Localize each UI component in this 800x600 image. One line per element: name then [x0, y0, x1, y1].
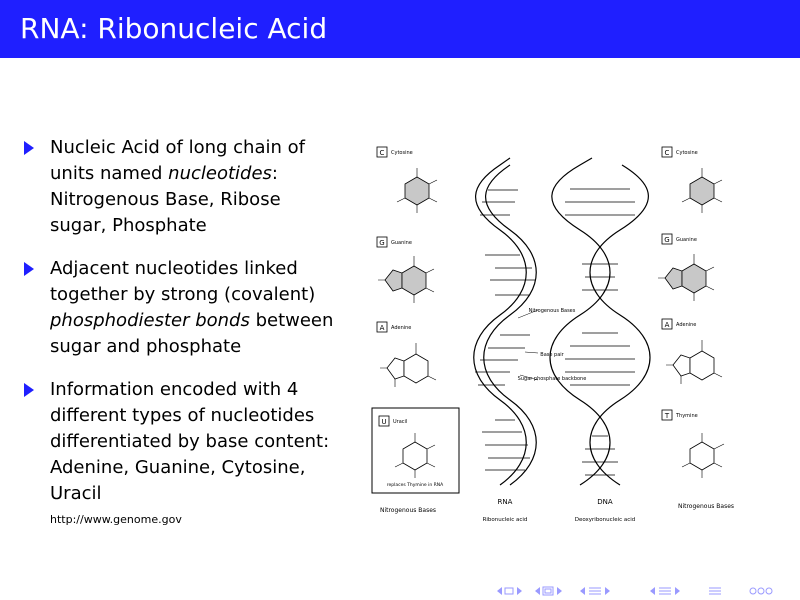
next-frame-icon[interactable]: [517, 587, 522, 595]
bullet-item: [22, 377, 337, 507]
bullet-item: [22, 135, 337, 239]
section-icon: [589, 588, 601, 594]
svg-text:Cytosine: Cytosine: [676, 150, 698, 156]
nitrogenous-bases-label: Nitrogenous Bases: [528, 308, 576, 314]
bullet-triangle-icon: [24, 383, 34, 397]
rna-title: RNA: [497, 498, 513, 506]
svg-text:Thymine: Thymine: [676, 413, 698, 419]
svg-text:A: A: [664, 321, 670, 329]
prev-part-icon[interactable]: [650, 587, 655, 595]
base-pair-label: Base pair: [540, 352, 564, 358]
backbone-label: Sugar phosphate backbone: [517, 376, 587, 382]
right-caption: Nitrogenous Bases: [677, 503, 735, 510]
search-icon[interactable]: [750, 588, 772, 594]
dna-subtitle: Deoxyribonucleic acid: [574, 517, 636, 523]
bullet-text: Nucleic Acid of long chain of units named nucleotides: Nitrogenous Base, Ribose sugar, Phosphate: [50, 137, 305, 236]
svg-text:U: U: [381, 418, 387, 426]
rna-dna-figure: [360, 140, 760, 530]
source-link[interactable]: http://www.genome.gov: [50, 513, 182, 526]
svg-text:T: T: [664, 412, 670, 420]
svg-text:Adenine: Adenine: [676, 322, 697, 328]
svg-text:Guanine: Guanine: [676, 237, 697, 243]
next-part-icon[interactable]: [675, 587, 680, 595]
svg-text:C: C: [379, 149, 385, 157]
left-cytosine: [377, 147, 437, 213]
svg-text:A: A: [379, 324, 385, 332]
svg-text:Uracil: Uracil: [393, 419, 408, 425]
right-cytosine: [662, 147, 722, 213]
left-adenine: [377, 322, 436, 387]
svg-text:Guanine: Guanine: [391, 240, 412, 246]
prev-frame-icon[interactable]: [497, 587, 502, 595]
align-icon[interactable]: [709, 588, 721, 594]
rna-subtitle: Ribonucleic acid: [482, 517, 528, 523]
prev-subsection-icon[interactable]: [535, 587, 540, 595]
right-adenine: [662, 319, 722, 384]
svg-text:Adenine: Adenine: [391, 325, 412, 331]
bullet-triangle-icon: [24, 141, 34, 155]
dna-title: DNA: [597, 498, 613, 506]
left-uracil: [372, 408, 459, 493]
right-guanine: [658, 234, 714, 301]
frame-icon: [505, 588, 513, 594]
bullet-text: Adjacent nucleotides linked together by strong (covalent) phosphodiester bonds between sugar and phosphate: [50, 258, 334, 357]
dna-double-helix: [550, 158, 650, 485]
bullet-item: [22, 256, 337, 360]
right-thymine: [662, 410, 724, 478]
svg-text:C: C: [664, 149, 670, 157]
rna-strand: [474, 158, 537, 485]
svg-text:G: G: [379, 239, 385, 247]
svg-text:replaces Thymine in RNA: replaces Thymine in RNA: [386, 483, 444, 488]
left-guanine: [377, 237, 434, 303]
next-section-icon[interactable]: [605, 587, 610, 595]
next-subsection-icon[interactable]: [557, 587, 562, 595]
bullet-list: [22, 135, 337, 524]
svg-text:Cytosine: Cytosine: [391, 150, 413, 156]
prev-section-icon[interactable]: [580, 587, 585, 595]
bullet-text: Information encoded with 4 different types of nucleotides differentiated by base content: Adenine, Guanine, Cytosine, Uracil: [50, 379, 330, 504]
slide-title: RNA: Ribonucleic Acid: [20, 12, 328, 45]
beamer-navigation: [495, 585, 795, 597]
left-caption: Nitrogenous Bases: [379, 507, 437, 514]
part-icon: [659, 588, 671, 594]
subsection-icon: [543, 587, 553, 595]
title-bar: [0, 0, 800, 58]
bullet-triangle-icon: [24, 262, 34, 276]
svg-text:G: G: [664, 236, 670, 244]
